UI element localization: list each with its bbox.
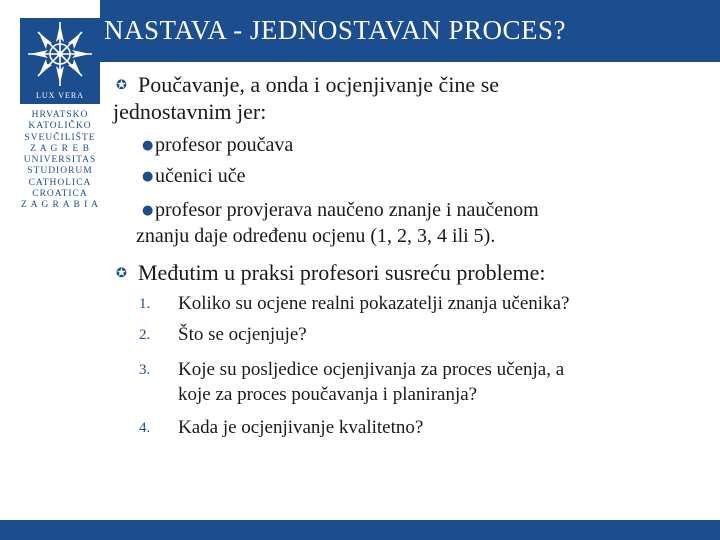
ring-bullet-icon: ✪	[116, 266, 127, 281]
footer-bar	[0, 520, 720, 540]
university-name-line: UNIVERSITAS	[23, 155, 97, 166]
question-4-text: Kada je ocjenjivanje kvalitetno?	[178, 417, 424, 438]
university-name-line: SVEUČILIŠTE	[24, 132, 96, 143]
dot-bullet-icon: ●	[142, 203, 154, 218]
university-name-line: HRVATSKO	[31, 110, 89, 120]
question-3-line2: koje za proces poučavanja i planiranja?	[178, 384, 478, 405]
question-1-text: Koliko su ocjene realni pokazatelji znanja učenika?	[178, 293, 570, 314]
subpoint-1: profesor poučava	[155, 134, 294, 156]
university-name-line: Z A G R E B	[30, 143, 90, 154]
question-3-number: 3.	[139, 362, 151, 378]
university-name-line: Z A G R A B I A	[20, 200, 100, 211]
question-3-line1: Koje su posljedice ocjenjivanja za proces učenja, a	[178, 359, 565, 380]
point2-text: Međutim u praksi profesori susreću probleme:	[138, 260, 546, 285]
university-name-line: CROATICA	[32, 189, 88, 200]
question-2-text: Što se ocjenjuje?	[178, 324, 307, 345]
logo-motto: LUX VERA	[35, 91, 85, 100]
ring-bullet-icon: ✪	[116, 78, 127, 93]
point1-line1: Poučavanje, a onda i ocjenjivanje čine se	[138, 72, 500, 97]
university-name-line: STUDIORUM	[27, 166, 93, 177]
dot-bullet-icon: ●	[142, 138, 154, 153]
question-4-number: 4.	[139, 420, 151, 436]
dot-bullet-icon: ●	[142, 169, 154, 184]
point1-line2: jednostavnim jer:	[113, 99, 267, 124]
question-1-number: 1.	[139, 296, 151, 312]
question-2-number: 2.	[139, 327, 151, 343]
subpoint-3-line2: znanju daje određenu ocjenu (1, 2, 3, 4 ili 5).	[136, 225, 496, 247]
slide-title: NASTAVA - JEDNOSTAVAN PROCES?	[104, 15, 567, 45]
university-name-line: CATHOLICA	[28, 177, 92, 188]
subpoint-2: učenici uče	[155, 165, 246, 187]
subpoint-3-line1: profesor provjerava naučeno znanje i naučenom	[155, 199, 539, 221]
university-name-line: KATOLIČKO	[28, 121, 92, 132]
